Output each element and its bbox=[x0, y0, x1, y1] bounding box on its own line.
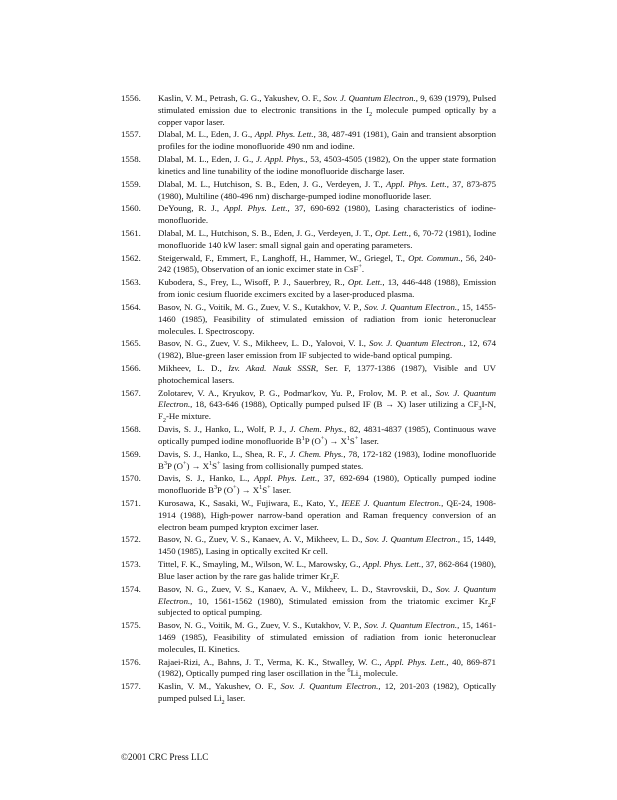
reference-segment: S bbox=[212, 460, 218, 471]
reference-entry bbox=[121, 363, 496, 387]
reference-segment: , 18, 643-646 (1988), Optically pumped pulsed IF (B → X) laser utilizing a CF bbox=[190, 399, 479, 410]
journal-name: Opt. Lett. bbox=[347, 277, 383, 288]
reference-entry bbox=[121, 253, 496, 277]
reference-entry bbox=[121, 129, 496, 153]
journal-name: Sov. J. Quantum Electron. bbox=[158, 387, 496, 410]
reference-text bbox=[158, 363, 496, 387]
reference-segment: Dlabal, M. L., Hutchison, S. B., Eden, J. G., Verdeyen, J. T., bbox=[158, 228, 376, 238]
reference-segment: , 38, 487-491 (1981), Gain and transient absorption profiles for the iodine monofluoride 490 nm and iodine. bbox=[158, 129, 496, 152]
reference-entry bbox=[121, 534, 496, 558]
journal-name: Sov. J. Quantum Electron. bbox=[365, 534, 458, 545]
reference-segment: ) → X bbox=[186, 460, 210, 471]
reference-segment: , 37, 690-692 (1980), Lasing characteristics of iodine-monofluoride. bbox=[158, 203, 496, 226]
reference-entry bbox=[121, 388, 496, 423]
reference-segment: , 37, 873-875 (1980), Multiline (480-496 nm) discharge-pumped iodine monofluoride laser. bbox=[158, 178, 496, 201]
reference-number: 1564. bbox=[121, 301, 141, 312]
journal-name: Izv. Akad. Nauk SSSR bbox=[228, 363, 317, 373]
reference-segment: lasing from collisionally pumped states. bbox=[220, 460, 364, 471]
reference-list bbox=[121, 93, 496, 706]
reference-segment: Basov, N. G., Voitik, M. G., Zuev, V. S., Kutakhov, V. P., bbox=[158, 620, 365, 631]
journal-name: Sov. J. Quantum Electron. bbox=[280, 681, 379, 692]
reference-segment: Mikheev, L. D., bbox=[158, 363, 229, 373]
reference-number: 1571. bbox=[121, 498, 141, 508]
reference-text bbox=[158, 473, 496, 497]
reference-text bbox=[158, 203, 496, 227]
reference-entry bbox=[121, 424, 496, 448]
reference-number: 1557. bbox=[121, 129, 141, 140]
reference-text bbox=[158, 93, 496, 128]
reference-segment: Dlabal, M. L., Eden, J. G., bbox=[158, 154, 257, 165]
reference-segment: S bbox=[262, 485, 268, 496]
reference-text bbox=[158, 498, 496, 533]
reference-number: 1559. bbox=[121, 178, 141, 189]
journal-name: Appl. Phys. Lett. bbox=[386, 178, 447, 189]
reference-segment: I-N, F bbox=[158, 399, 496, 422]
superscript: 3 bbox=[213, 484, 218, 492]
reference-segment: , 37, 862-864 (1980), Blue laser action by the rare gas halide trimer Kr bbox=[158, 559, 496, 581]
reference-segment: Davis, S. J., Hanko, L., bbox=[158, 473, 255, 484]
reference-number: 1560. bbox=[121, 203, 141, 214]
reference-segment: , 40, 869-871 (1982), Optically pumped ring laser oscillation in the bbox=[158, 656, 496, 679]
reference-segment: Li bbox=[350, 668, 359, 679]
reference-entry bbox=[121, 657, 496, 681]
reference-segment: Kubodera, S., Frey, L., Wisoff, P. J., Sauerbrey, R., bbox=[158, 277, 348, 288]
reference-segment: Kaslin, V. M., Petrash, G. G., Yakushev, O. F., bbox=[158, 93, 324, 103]
superscript: 3 bbox=[163, 459, 167, 467]
superscript: + bbox=[354, 434, 359, 442]
reference-segment: , 82, 4831-4837 (1985), Continuous wave optically pumped iodine monofluoride B bbox=[158, 424, 497, 446]
reference-text bbox=[158, 681, 496, 705]
reference-entry bbox=[121, 277, 496, 301]
reference-segment: . bbox=[361, 264, 365, 275]
journal-name: J. Chem. Phys. bbox=[289, 448, 344, 459]
reference-segment: -He mixture. bbox=[166, 411, 211, 422]
reference-segment: ) → X bbox=[236, 485, 260, 496]
reference-entry bbox=[121, 473, 496, 497]
reference-segment: ) → X bbox=[324, 435, 347, 446]
reference-segment: , QE-24, 1908-1914 (1988), High-power narrow-band operation and Raman frequency conversion of an electron beam pumped krypton excimer laser. bbox=[158, 498, 496, 532]
reference-segment: , Ser. F, 1377-1386 (1987), Visible and UV photochemical lasers. bbox=[158, 363, 496, 385]
reference-text bbox=[158, 657, 496, 681]
reference-text bbox=[158, 584, 496, 619]
copyright-footer: ©2001 CRC Press LLC bbox=[121, 752, 209, 762]
reference-segment: Kurosawa, K., Sasaki, W., Fujiwara, E., Kato, Y., bbox=[158, 498, 342, 508]
reference-entry bbox=[121, 584, 496, 619]
reference-segment: , 13, 446-448 (1988), Emission from ionic cesium fluoride excimers excited by a laser-produced plasma. bbox=[158, 277, 496, 300]
reference-number: 1573. bbox=[121, 559, 141, 570]
subscript: 2 bbox=[488, 601, 492, 609]
reference-segment: Basov, N. G., Voitik, M. G., Zuev, V. S., Kutakhov, V. P., bbox=[158, 301, 365, 312]
reference-text bbox=[158, 154, 496, 178]
subscript: 2 bbox=[329, 576, 333, 584]
reference-segment: Steigerwald, F., Emmert, F., Langhoff, H., Hammer, W., Griegel, T., bbox=[158, 252, 409, 263]
reference-segment: P (O bbox=[166, 460, 184, 471]
journal-name: Sov. J. Quantum Electron. bbox=[364, 620, 458, 631]
reference-number: 1565. bbox=[121, 338, 141, 349]
reference-entry bbox=[121, 154, 496, 178]
journal-name: Sov. J. Quantum Electron. bbox=[364, 301, 458, 312]
reference-text bbox=[158, 179, 496, 203]
journal-name: Appl. Phys. Lett. bbox=[362, 559, 422, 570]
reference-segment: Basov, N. G., Zuev, V. S., Kanaev, A. V., Mikheev, L. D., bbox=[158, 534, 365, 545]
reference-segment: Zolotarev, V. A., Kryukov, P. G., Podmar'kov, Yu. P., Frolov, M. P. et al., bbox=[158, 387, 436, 398]
reference-segment: , 10, 1561-1562 (1980), Stimulated emission from the triatomic excimer Kr bbox=[190, 595, 488, 606]
superscript: 1 bbox=[346, 434, 350, 442]
reference-text bbox=[158, 338, 496, 362]
reference-segment: Dlabal, M. L., Hutchison, S. B., Eden, J. G., Verdeyen, J. T., bbox=[158, 178, 387, 189]
reference-number: 1563. bbox=[121, 277, 141, 288]
superscript: 1 bbox=[301, 434, 305, 442]
superscript: + bbox=[217, 459, 221, 467]
reference-segment: Tittel, F. K., Smayling, M., Wilson, W. L., Marowsky, G., bbox=[158, 559, 363, 570]
reference-number: 1572. bbox=[121, 534, 141, 545]
journal-name: Appl. Phys. Lett. bbox=[254, 129, 314, 140]
journal-name: J. Chem. Phys. bbox=[289, 424, 345, 435]
reference-text bbox=[158, 277, 496, 301]
superscript: + bbox=[358, 263, 362, 271]
reference-segment: , 12, 674 (1982), Blue-green laser emission from IF subjected to wide-band optical pumping. bbox=[158, 338, 496, 361]
reference-segment: Basov, N. G., Zuev, V. S., Kanaev, A. V., Mikheev, L. D., Stavrovskii, D., bbox=[158, 583, 436, 594]
journal-name: J. Appl. Phys. bbox=[256, 154, 306, 165]
reference-segment: , 15, 1455-1460 (1985), Feasibility of stimulated emission of radiation from ionic heteronuclear molecules. I. Spectroscopy. bbox=[158, 301, 496, 336]
reference-entry bbox=[121, 228, 496, 252]
reference-entry bbox=[121, 203, 496, 227]
reference-segment: , 12, 201-203 (1982), Optically pumped pulsed Li bbox=[158, 681, 496, 704]
reference-number: 1568. bbox=[121, 424, 141, 435]
reference-segment: F subjected to optical pumping. bbox=[158, 595, 496, 618]
reference-segment: F. bbox=[332, 570, 340, 581]
reference-number: 1562. bbox=[121, 252, 141, 263]
reference-segment: Basov, N. G., Zuev, V. S., Mikheev, L. D., Yalovoi, V. I., bbox=[158, 338, 370, 349]
reference-entry bbox=[121, 179, 496, 203]
journal-name: Sov. J. Quantum Electron. bbox=[158, 583, 496, 606]
reference-entry bbox=[121, 338, 496, 362]
reference-number: 1574. bbox=[121, 583, 141, 594]
reference-segment: , 15, 1461-1469 (1985), Feasibility of stimulated emission of radiation from ionic heteronuclear molecules, II. Kinetics. bbox=[158, 620, 496, 654]
reference-segment: Rajaei-Rizi, A., Bahns, J. T., Verma, K. K., Stwalley, W. C., bbox=[158, 656, 386, 667]
reference-number: 1576. bbox=[121, 656, 141, 667]
subscript: 2 bbox=[221, 698, 225, 706]
reference-entry bbox=[121, 498, 496, 533]
superscript: 1 bbox=[259, 484, 263, 492]
superscript: 6 bbox=[347, 667, 351, 675]
reference-number: 1577. bbox=[121, 681, 141, 692]
reference-segment: Davis, S. J., Hanko, L., Wolf, P. J., bbox=[158, 424, 290, 435]
superscript: 1 bbox=[209, 459, 213, 467]
reference-segment: P (O bbox=[217, 485, 234, 496]
reference-entry bbox=[121, 620, 496, 655]
reference-text bbox=[158, 228, 496, 252]
reference-segment: molecule. bbox=[361, 668, 398, 679]
reference-number: 1575. bbox=[121, 620, 141, 631]
reference-text bbox=[158, 253, 496, 277]
reference-entry bbox=[121, 93, 496, 128]
reference-number: 1569. bbox=[121, 448, 141, 459]
reference-segment: , 6, 70-72 (1981), Iodine monofluoride 140 kW laser: small signal gain and operating parameters. bbox=[158, 228, 496, 250]
reference-number: 1561. bbox=[121, 228, 141, 238]
reference-text bbox=[158, 620, 496, 655]
journal-name: Sov. J. Quantum Electron. bbox=[369, 338, 464, 349]
superscript: + bbox=[320, 434, 325, 442]
reference-text bbox=[158, 449, 496, 473]
reference-entry bbox=[121, 559, 496, 583]
reference-number: 1567. bbox=[121, 387, 141, 398]
superscript: + bbox=[267, 484, 271, 492]
reference-segment: laser. bbox=[224, 693, 246, 704]
subscript: 2 bbox=[358, 674, 362, 682]
reference-segment: , 56, 240-242 (1985), Observation of an ionic excimer state in CsF bbox=[158, 252, 496, 275]
reference-segment: DeYoung, R. J., bbox=[158, 203, 224, 214]
journal-name: Appl. Phys. Lett. bbox=[385, 656, 447, 667]
reference-segment: P (O bbox=[304, 435, 321, 446]
journal-name: Opt. Lett. bbox=[375, 228, 409, 238]
reference-text bbox=[158, 424, 496, 448]
reference-number: 1556. bbox=[121, 93, 141, 103]
superscript: + bbox=[183, 459, 187, 467]
reference-entry bbox=[121, 681, 496, 705]
reference-segment: , 37, 692-694 (1980), Optically pumped iodine monofluoride B bbox=[158, 473, 496, 496]
journal-name: IEEE J. Quantum Electron. bbox=[341, 498, 442, 508]
reference-segment: , 9, 639 (1979), Pulsed stimulated emission due to electronic transitions in the I bbox=[158, 93, 497, 115]
reference-segment: S bbox=[349, 435, 355, 446]
reference-segment: , 15, 1449, 1450 (1985), Lasing in optically excited Kr cell. bbox=[158, 534, 496, 557]
reference-segment: molecule pumped optically by a copper vapor laser. bbox=[158, 104, 497, 127]
subscript: 3 bbox=[478, 405, 482, 413]
reference-text bbox=[158, 302, 496, 337]
reference-text bbox=[158, 534, 496, 558]
journal-name: Opt. Commun. bbox=[408, 252, 461, 263]
reference-segment: Davis, S. J., Hanko, L., Shea, R. F., bbox=[158, 448, 290, 459]
reference-segment: , 78, 172-182 (1983), Iodine monofluoride B bbox=[158, 448, 497, 471]
reference-text bbox=[158, 388, 496, 423]
subscript: 2 bbox=[369, 110, 373, 118]
superscript: + bbox=[233, 484, 237, 492]
reference-number: 1558. bbox=[121, 154, 141, 165]
subscript: 2 bbox=[162, 416, 166, 424]
reference-entry bbox=[121, 449, 496, 473]
reference-number: 1570. bbox=[121, 473, 141, 484]
reference-segment: Kaslin, V. M., Yakushev, O. F., bbox=[158, 681, 281, 692]
journal-name: Appl. Phys. Lett. bbox=[223, 203, 288, 214]
reference-text bbox=[158, 129, 496, 153]
reference-entry bbox=[121, 302, 496, 337]
reference-text bbox=[158, 559, 496, 583]
journal-name: Appl. Phys. Lett. bbox=[254, 473, 318, 484]
reference-segment: laser. bbox=[270, 485, 292, 496]
reference-segment: , 53, 4503-4505 (1982), On the upper state formation kinetics and line tunability of the iodine monofluoride discharge laser. bbox=[158, 154, 496, 176]
reference-segment: Dlabal, M. L., Eden, J. G., bbox=[158, 129, 255, 140]
journal-name: Sov. J. Quantum Electron. bbox=[323, 93, 416, 103]
reference-number: 1566. bbox=[121, 363, 141, 373]
reference-segment: laser. bbox=[358, 435, 379, 446]
